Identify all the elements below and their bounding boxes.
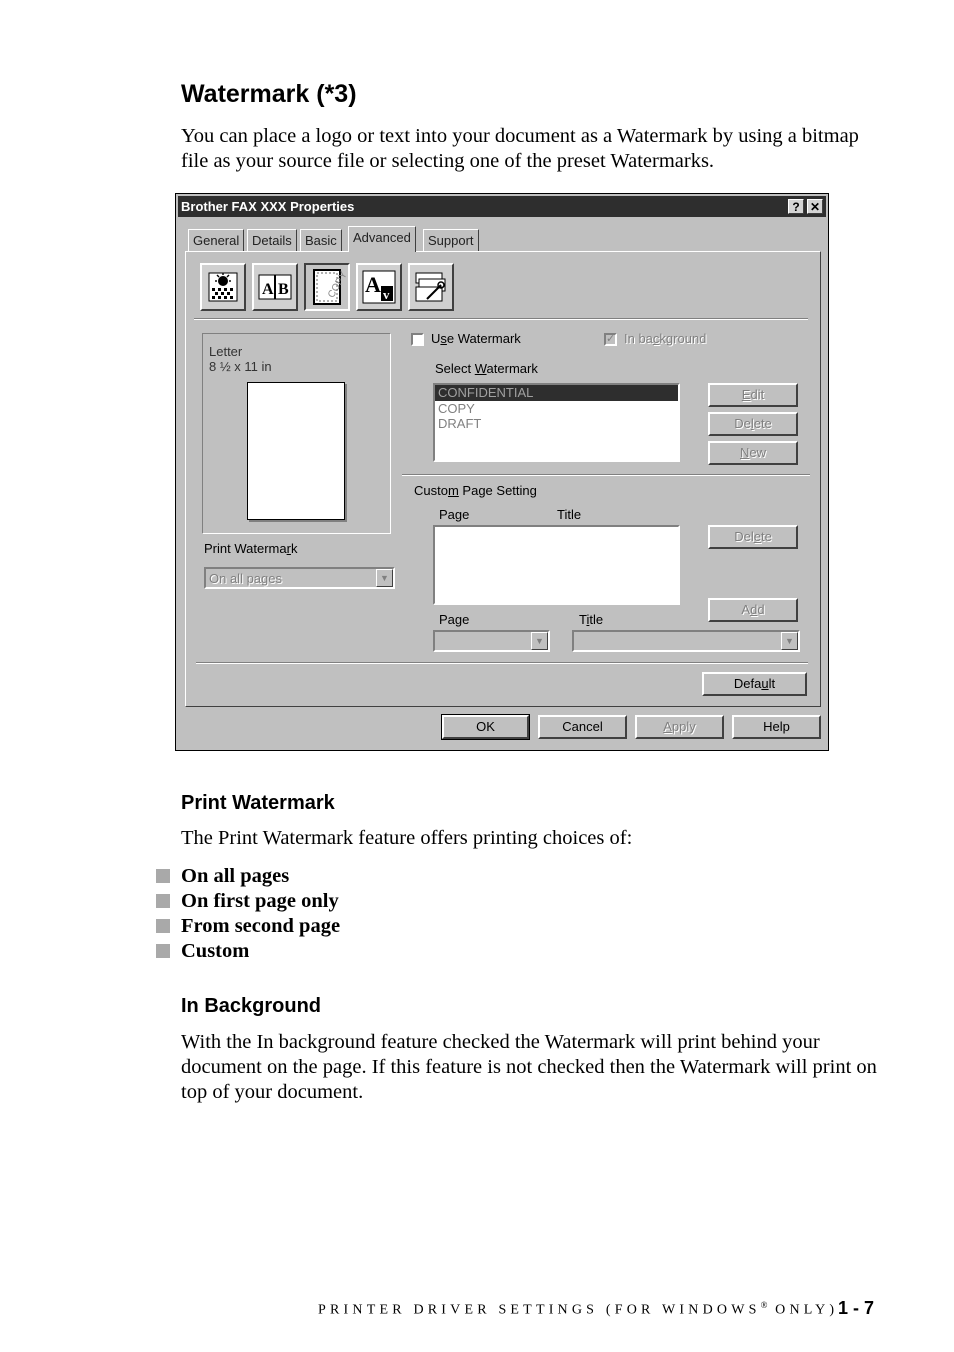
custom-page-setting-label: Custom Page Setting [414,483,537,498]
use-watermark-checkbox[interactable] [411,333,424,346]
settings-icon[interactable] [408,263,454,311]
page-select[interactable] [433,630,550,652]
ok-button[interactable]: OK [442,715,529,739]
help-icon[interactable]: ? [788,199,804,214]
custom-page-list[interactable] [433,525,680,605]
list-item: From second page [156,914,340,939]
use-watermark-label: Use Watermark [431,331,521,346]
title-select[interactable] [572,630,800,652]
close-icon[interactable]: ✕ [807,199,823,214]
list-item[interactable]: DRAFT [438,416,482,431]
bullet-square-icon [156,919,170,933]
bullet-square-icon [156,869,170,883]
layout-icon[interactable] [252,263,298,311]
chevron-down-icon: ▼ [376,569,393,587]
title-label: Title [579,612,604,627]
toolbar-divider [194,318,808,320]
select-watermark-label: Select Watermark [435,361,538,376]
default-button[interactable]: Default [702,672,807,696]
list-item: On all pages [156,864,340,889]
delete-watermark-button[interactable]: Delete [708,412,798,436]
bullet-square-icon [156,944,170,958]
tab-details[interactable]: Details [247,229,297,251]
dialog-title: Brother FAX XXX Properties [181,199,355,214]
chevron-down-icon: ▼ [531,632,548,650]
intro-paragraph: You can place a logo or text into your document as a Watermark by using a bitmap file as your source file or selecting one of the preset Watermarks. [181,125,859,172]
paper-size: 8 ½ x 11 in [209,359,272,374]
dialog-titlebar [178,196,826,217]
svg-text:A: A [365,272,381,297]
help-button[interactable]: Help [732,715,821,739]
page-number: 1 - 7 [838,1298,875,1318]
new-button[interactable]: New [708,441,798,465]
print-watermark-heading: Print Watermark [181,792,335,814]
quality-icon[interactable] [200,263,246,311]
delete-custom-button[interactable]: Delete [708,525,798,549]
tab-support[interactable]: Support [423,229,479,251]
print-watermark-text: The Print Watermark feature offers printing choices of: [181,827,633,849]
page-column-header: Page [439,507,470,522]
title-column-header: Title [557,507,582,522]
list-item[interactable]: COPY [438,401,475,416]
bottom-divider [196,662,808,664]
in-background-heading: In Background [181,995,322,1017]
paper-name: Letter [209,344,243,359]
print-options-list [156,864,340,964]
print-watermark-select[interactable]: On all pages ▼ [204,567,395,589]
in-background-label: In background [624,331,707,346]
in-background-checkbox[interactable]: ✓ [606,333,616,345]
in-background-text: With the In background feature checked the Watermark will print behind your document on the page. If this feature is not checked then the Watermark will print on top of your document. [181,1031,877,1103]
page-label: Page [439,612,470,627]
svg-text:A: A [262,281,274,298]
edit-button[interactable]: Edit [708,383,798,407]
tab-advanced[interactable]: Advanced [348,226,416,252]
apply-button[interactable]: Apply [635,715,724,739]
section-divider [402,474,810,476]
page-footer: PRINTER DRIVER SETTINGS (FOR WINDOWS® ONLY) [318,1300,839,1318]
cancel-button[interactable]: Cancel [538,715,627,739]
tab-general[interactable]: General [188,229,244,251]
list-item: On first page only [156,889,340,914]
svg-text:v: v [383,287,390,302]
chevron-down-icon: ▼ [781,632,798,650]
page-heading: Watermark (*3) [181,80,357,108]
svg-text:COPY: COPY [326,270,350,301]
list-item: Custom [156,939,340,964]
add-button[interactable]: Add [708,598,798,622]
svg-text:B: B [278,281,289,298]
paper-preview [247,382,345,520]
print-watermark-label: Print Watermark [204,541,298,556]
properties-dialog [175,193,829,751]
list-item[interactable]: CONFIDENTIAL [435,385,678,401]
watermark-icon[interactable] [304,263,350,311]
tab-basic[interactable]: Basic [300,229,342,251]
font-icon[interactable] [356,263,402,311]
bullet-square-icon [156,894,170,908]
watermark-list[interactable] [433,383,680,462]
